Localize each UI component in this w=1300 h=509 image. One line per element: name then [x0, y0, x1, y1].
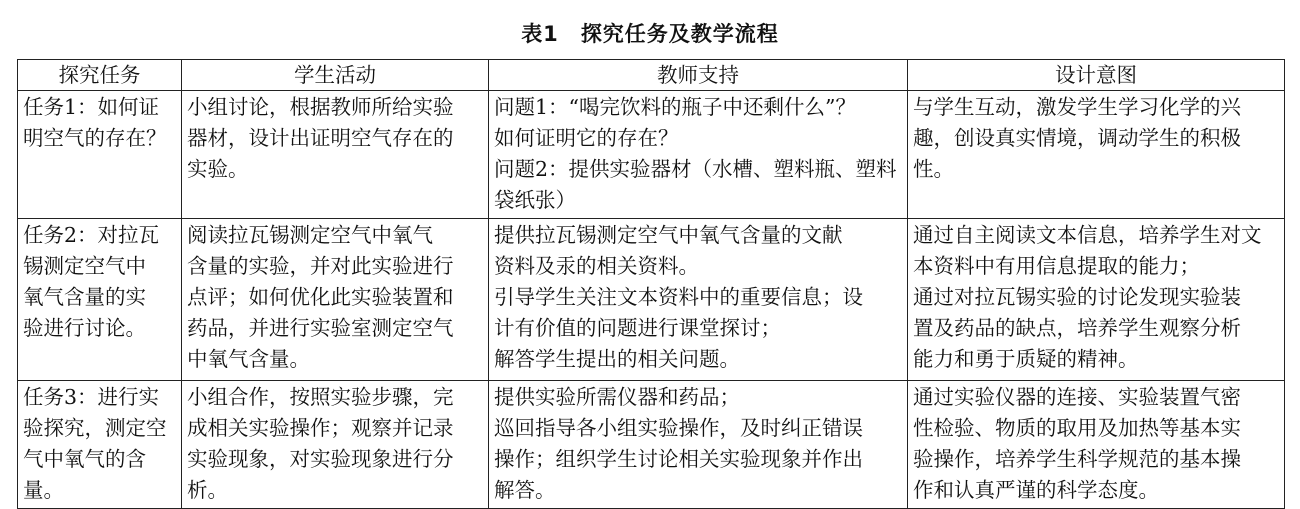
- cell-line: 药品，并进行实验室测定空气: [187, 316, 454, 340]
- design-intent-cell: [908, 219, 1285, 381]
- cell-line: 器材，设计出证明空气存在的: [187, 126, 454, 150]
- header-task: 探究任务: [18, 60, 182, 91]
- cell-line: 能力和勇于质疑的精神。: [913, 347, 1139, 371]
- table-row: [18, 381, 1285, 509]
- student-activity-cell: [182, 219, 489, 381]
- teacher-support-cell: [489, 91, 908, 219]
- cell-line: 任务2：对拉瓦: [23, 223, 160, 247]
- cell-line: 小组合作，按照实验步骤，完: [187, 385, 454, 409]
- cell-line: 阅读拉瓦锡测定空气中氧气: [187, 223, 433, 247]
- cell-line: 如何证明它的存在？: [494, 126, 679, 150]
- cell-line: 明空气的存在？: [23, 126, 167, 150]
- cell-line: 袋纸张）: [494, 188, 576, 212]
- cell-line: 通过自主阅读文本信息，培养学生对文: [913, 223, 1262, 247]
- task-cell: [18, 381, 182, 509]
- cell-line: 引导学生关注文本资料中的重要信息；设: [494, 285, 863, 309]
- cell-line: 小组讨论，根据教师所给实验: [187, 95, 454, 119]
- cell-line: 任务1：如何证: [23, 95, 160, 119]
- cell-line: 点评；如何优化此实验装置和: [187, 285, 454, 309]
- cell-line: 中氧气含量。: [187, 347, 310, 371]
- header-design-intent: 设计意图: [908, 60, 1285, 91]
- cell-line: 锡测定空气中: [23, 254, 146, 278]
- cell-line: 置及药品的缺点，培养学生观察分析: [913, 316, 1241, 340]
- inquiry-task-table: [17, 59, 1285, 509]
- task-cell: [18, 219, 182, 381]
- teacher-support-cell: [489, 219, 908, 381]
- cell-line: 氧气含量的实: [23, 285, 146, 309]
- cell-line: 性。: [913, 157, 954, 181]
- cell-line: 提供拉瓦锡测定空气中氧气含量的文献: [494, 223, 843, 247]
- cell-line: 提供实验所需仪器和药品；: [494, 385, 740, 409]
- cell-line: 性检验、物质的取用及加热等基本实: [913, 416, 1241, 440]
- cell-line: 实验现象，对实验现象进行分: [187, 447, 454, 471]
- cell-line: 作和认真严谨的科学态度。: [913, 478, 1159, 502]
- cell-line: 验探究，测定空: [23, 416, 167, 440]
- cell-line: 问题2：提供实验器材（水槽、塑料瓶、塑料: [494, 157, 897, 181]
- cell-line: 验操作，培养学生科学规范的基本操: [913, 447, 1241, 471]
- header-student-activity: 学生活动: [182, 60, 489, 91]
- table-row: [18, 219, 1285, 381]
- cell-line: 问题1：“喝完饮料的瓶子中还剩什么”？: [494, 95, 857, 119]
- cell-line: 资料及汞的相关资料。: [494, 254, 699, 278]
- cell-line: 趣，创设真实情境，调动学生的积极: [913, 126, 1241, 150]
- cell-line: 本资料中有用信息提取的能力；: [913, 254, 1200, 278]
- table-row: [18, 91, 1285, 219]
- student-activity-cell: [182, 381, 489, 509]
- task-cell: [18, 91, 182, 219]
- cell-line: 与学生互动，激发学生学习化学的兴: [913, 95, 1241, 119]
- table-title: 探究任务及教学流程: [580, 22, 779, 46]
- design-intent-cell: [908, 381, 1285, 509]
- header-teacher-support: 教师支持: [489, 60, 908, 91]
- cell-line: 解答学生提出的相关问题。: [494, 347, 740, 371]
- cell-line: 解答。: [494, 478, 556, 502]
- cell-line: 成相关实验操作；观察并记录: [187, 416, 454, 440]
- table-number: 表1: [521, 22, 559, 46]
- cell-line: 验进行讨论。: [23, 316, 146, 340]
- cell-line: 含量的实验，并对此实验进行: [187, 254, 454, 278]
- cell-line: 实验。: [187, 157, 249, 181]
- student-activity-cell: [182, 91, 489, 219]
- table-caption: [0, 18, 1300, 48]
- cell-line: 通过实验仪器的连接、实验装置气密: [913, 385, 1241, 409]
- cell-line: 气中氧气的含: [23, 447, 146, 471]
- cell-line: 操作；组织学生讨论相关实验现象并作出: [494, 447, 863, 471]
- cell-line: 析。: [187, 478, 228, 502]
- cell-line: 任务3：进行实: [23, 385, 160, 409]
- teacher-support-cell: [489, 381, 908, 509]
- cell-line: 计有价值的问题进行课堂探讨；: [494, 316, 781, 340]
- cell-line: 量。: [23, 478, 64, 502]
- header-row: [18, 60, 1285, 91]
- cell-line: 通过对拉瓦锡实验的讨论发现实验装: [913, 285, 1241, 309]
- design-intent-cell: [908, 91, 1285, 219]
- cell-line: 巡回指导各小组实验操作，及时纠正错误: [494, 416, 863, 440]
